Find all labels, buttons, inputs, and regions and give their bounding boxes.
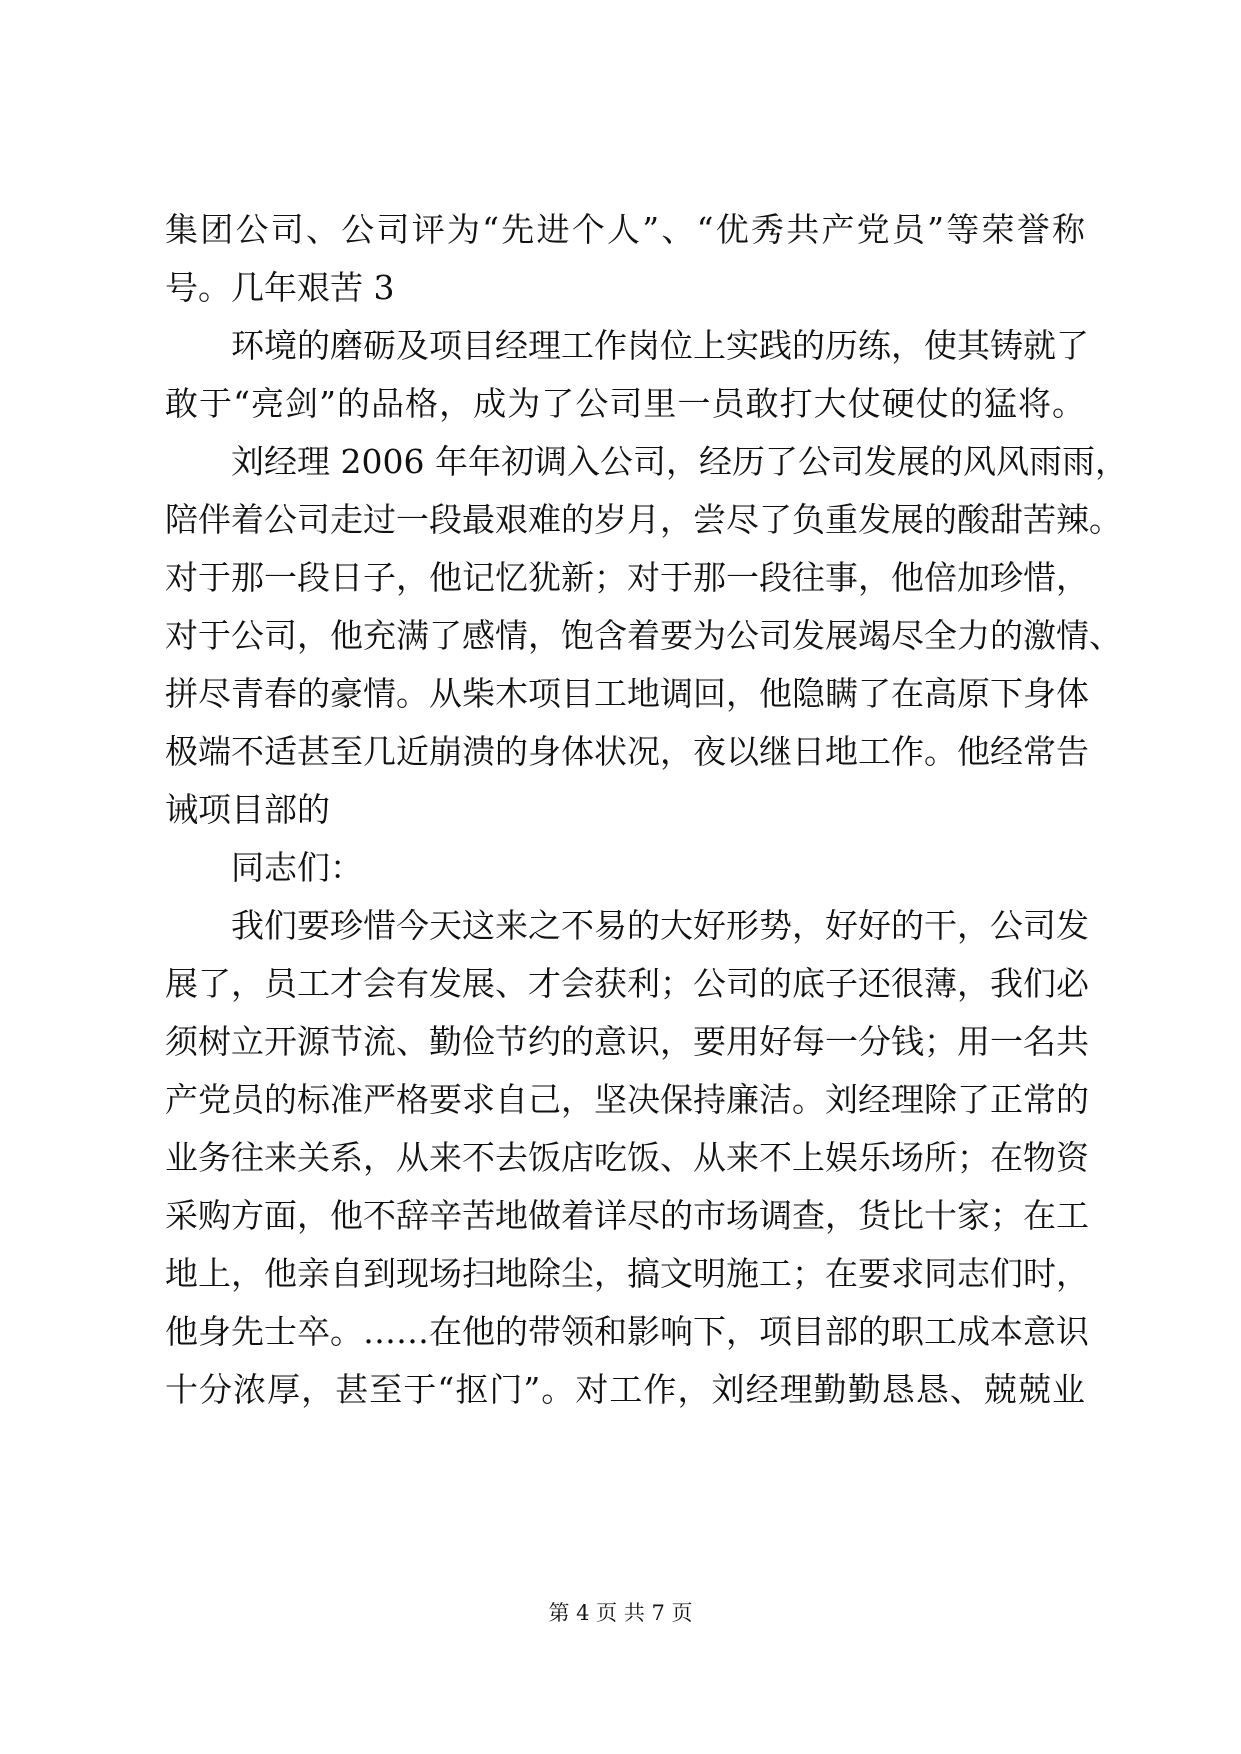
body-line-10: 极端不适甚至几近崩溃的身体状况，夜以继日地工作。他经常告 xyxy=(165,732,1089,771)
body-line-11: 诫项目部的 xyxy=(165,790,330,829)
body-line-21: 十分浓厚，甚至于“抠门”。对工作，刘经理勤勤恳恳、兢兢业 xyxy=(165,1370,1085,1409)
body-line-18: 采购方面，他不辞辛苦地做着详尽的市场调查，货比十家；在工 xyxy=(165,1196,1089,1235)
body-line-5: 刘经理 2006 年年初调入公司，经历了公司发展的风风雨雨， xyxy=(231,442,1128,481)
body-line-15: 须树立开源节流、勤俭节约的意识，要用好每一分钱；用一名共 xyxy=(165,1022,1089,1061)
body-line-8: 对于公司，他充满了感情，饱含着要为公司发展竭尽全力的激情、 xyxy=(165,616,1122,655)
body-line-7: 对于那一段日子，他记忆犹新；对于那一段往事，他倍加珍惜， xyxy=(165,558,1089,597)
body-line-14: 展了，员工才会有发展、才会获利；公司的底子还很薄，我们必 xyxy=(165,964,1089,1003)
salutation-line: 同志们： xyxy=(231,848,363,887)
body-line-9: 拼尽青春的豪情。从柴木项目工地调回，他隐瞒了在高原下身体 xyxy=(165,674,1089,713)
body-line-20: 他身先士卒。……在他的带领和影响下，项目部的职工成本意识 xyxy=(165,1312,1089,1351)
body-line-17: 业务往来关系，从来不去饭店吃饭、从来不上娱乐场所；在物资 xyxy=(165,1138,1089,1177)
body-line-16: 产党员的标准严格要求自己，坚决保持廉洁。刘经理除了正常的 xyxy=(165,1080,1089,1119)
body-line-1: 集团公司、公司评为“先进个人”、“优秀共产党员”等荣誉称 xyxy=(165,210,1085,249)
page-number-footer: 第 4 页 共 7 页 xyxy=(548,1601,693,1625)
body-line-19: 地上，他亲自到现场扫地除尘，搞文明施工；在要求同志们时， xyxy=(165,1254,1089,1293)
body-line-13: 我们要珍惜今天这来之不易的大好形势，好好的干，公司发 xyxy=(231,906,1089,945)
body-line-6: 陪伴着公司走过一段最艰难的岁月，尝尽了负重发展的酸甜苦辣。 xyxy=(165,500,1122,539)
body-line-3: 环境的磨砺及项目经理工作岗位上实践的历练，使其铸就了 xyxy=(231,326,1089,365)
body-line-2: 号。几年艰苦 3 xyxy=(165,268,395,307)
body-line-4: 敢于“亮剑”的品格，成为了公司里一员敢打大仗硬仗的猛将。 xyxy=(165,384,1085,423)
